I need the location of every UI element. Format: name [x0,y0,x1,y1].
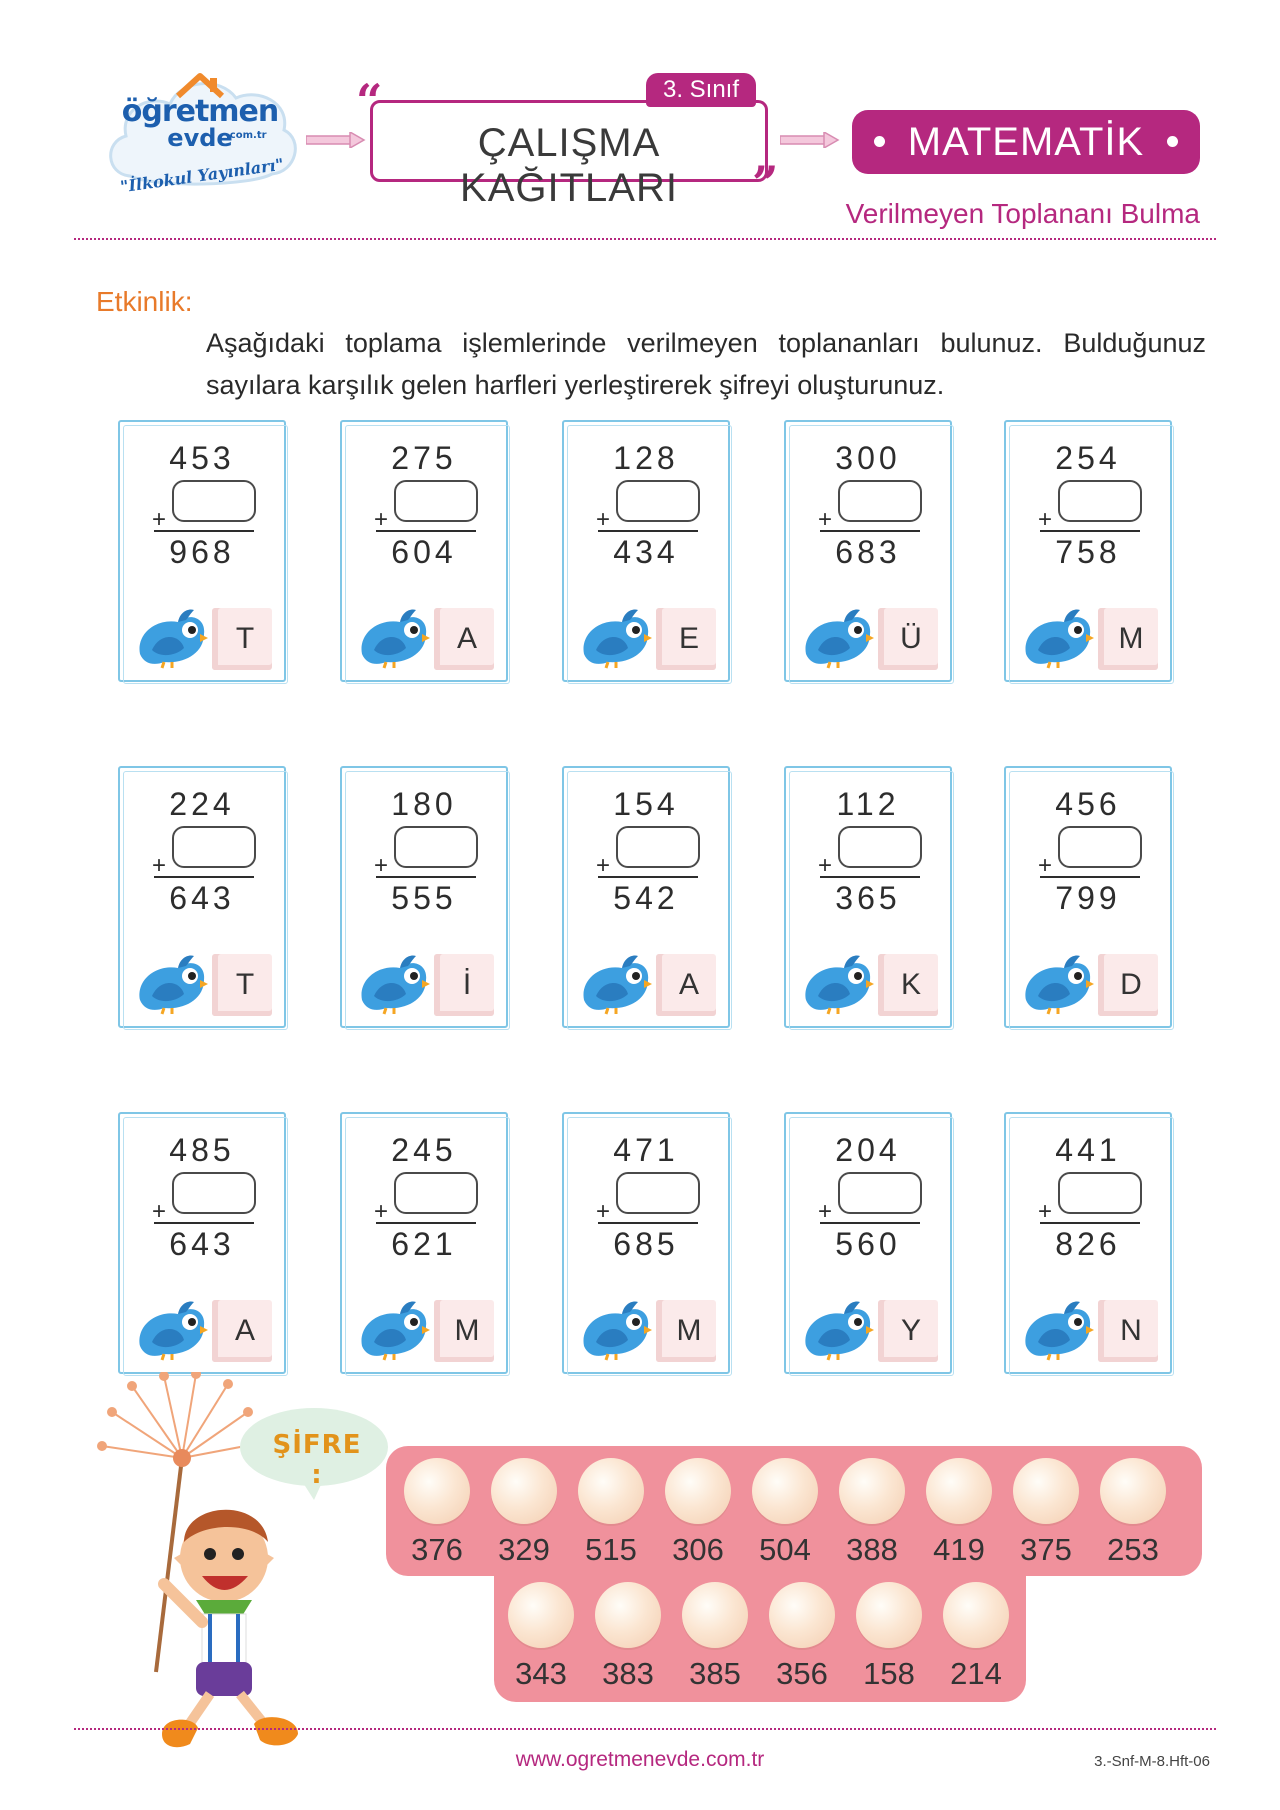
addend-known: 224 [169,786,235,822]
problem-card [118,1112,286,1374]
plus-sign: + [818,1198,833,1225]
sum-value: 604 [391,534,457,570]
pearl-icon[interactable] [752,1458,818,1524]
answer-box[interactable] [838,826,922,868]
bird-icon [800,950,874,1016]
cipher-letter: K [900,968,921,1001]
letter-cube-icon [212,608,272,670]
cipher-number: 214 [950,1656,1002,1691]
dot-icon [874,136,885,147]
cipher-number: 158 [863,1656,915,1691]
letter-cube-icon [1098,608,1158,670]
divider [74,238,1216,240]
plus-sign: + [374,1198,389,1225]
sum-value: 621 [391,1226,457,1262]
pearl-icon[interactable] [1013,1458,1079,1524]
bird-icon [356,1296,430,1362]
cipher-letter: M [1118,622,1144,655]
pearl-icon[interactable] [404,1458,470,1524]
bird-icon [134,604,208,670]
sum-value: 555 [391,880,457,916]
logo [100,58,300,208]
activity-label: Etkinlik: [96,286,193,317]
letter-cube-icon [434,608,494,670]
bird-icon [1020,1296,1094,1362]
footer-url[interactable]: www.ogretmenevde.com.tr [515,1748,765,1771]
sum-value: 643 [169,880,235,916]
cipher-letter: M [676,1314,702,1347]
footer-code: 3.-Snf-M-8.Hft-06 [1094,1753,1210,1770]
answer-box[interactable] [1058,1172,1142,1214]
problem-card [1004,766,1172,1028]
cipher-number: 253 [1107,1532,1159,1567]
problem-card [340,420,508,682]
answer-box[interactable] [616,1172,700,1214]
letter-cube-icon [656,1300,716,1362]
plus-sign: + [1038,852,1053,879]
subject-badge [852,110,1200,174]
pearl-icon[interactable] [926,1458,992,1524]
cipher-letter: D [1120,968,1142,1001]
bird-icon [578,950,652,1016]
subject-label: MATEMATİK [907,120,1145,164]
cipher-number: 388 [846,1532,898,1567]
title-box [370,100,768,210]
letter-cube-icon [878,1300,938,1362]
logo-domain: .com.tr [226,130,267,141]
sum-value: 799 [1055,880,1121,916]
letter-cube-icon [212,954,272,1016]
sum-line [1040,876,1140,878]
problem-card [118,420,286,682]
sum-line [598,1222,698,1224]
bird-icon [578,1296,652,1362]
cipher-letter: M [454,1314,480,1347]
arrow-right-icon [306,132,366,148]
plus-sign: + [1038,506,1053,533]
letter-cube-icon [656,954,716,1016]
cipher-number: 504 [759,1532,811,1567]
letter-cube-icon [656,608,716,670]
sum-line [1040,530,1140,532]
arrow-right-icon [780,132,840,148]
plus-sign: + [596,1198,611,1225]
quote-open-icon: “ [356,74,383,128]
cipher-letter: T [235,622,255,655]
cipher-letter: N [1120,1314,1142,1347]
pearl-icon[interactable] [665,1458,731,1524]
pearl-icon[interactable] [578,1458,644,1524]
page-title: ÇALIŞMA KAĞITLARI [460,121,678,210]
addend-known: 485 [169,1132,235,1168]
problem-card [340,766,508,1028]
answer-box[interactable] [616,826,700,868]
cipher-number: 515 [585,1532,637,1567]
sum-value: 758 [1055,534,1121,570]
sum-value: 968 [169,534,235,570]
letter-cube-icon [434,954,494,1016]
cipher-letter: A [456,622,477,655]
pearl-icon[interactable] [508,1582,574,1648]
cipher-number: 376 [411,1532,463,1567]
pearl-icon[interactable] [769,1582,835,1648]
bird-icon [1020,950,1094,1016]
bird-icon [800,604,874,670]
pearl-icon[interactable] [943,1582,1009,1648]
pearl-icon[interactable] [491,1458,557,1524]
cipher-number: 343 [515,1656,567,1691]
problem-card [562,420,730,682]
sum-value: 643 [169,1226,235,1262]
sum-line [154,530,254,532]
bird-icon [134,1296,208,1362]
pearl-icon[interactable] [856,1582,922,1648]
sum-value: 542 [613,880,679,916]
addend-known: 300 [835,440,901,476]
cipher-letter: Ü [900,622,922,655]
addend-known: 471 [613,1132,679,1168]
cipher-letter: T [235,968,255,1001]
addend-known: 154 [613,786,679,822]
bird-icon [800,1296,874,1362]
bird-icon [356,950,430,1016]
addend-known: 275 [391,440,457,476]
addend-known: 180 [391,786,457,822]
addend-known: 128 [613,440,679,476]
sum-line [154,876,254,878]
sum-line [376,1222,476,1224]
sum-value: 434 [613,534,679,570]
sum-value: 683 [835,534,901,570]
bird-icon [356,604,430,670]
letter-cube-icon [212,1300,272,1362]
problem-card [1004,420,1172,682]
cipher-letter: İ [462,968,472,1001]
dot-icon [1167,136,1178,147]
pearl-icon[interactable] [682,1582,748,1648]
sum-line [598,876,698,878]
sum-line [1040,1222,1140,1224]
sum-value: 365 [835,880,901,916]
bird-icon [578,604,652,670]
addend-known: 453 [169,440,235,476]
letter-cube-icon [434,1300,494,1362]
problem-card [784,1112,952,1374]
letter-cube-icon [878,608,938,670]
sum-line [154,1222,254,1224]
problem-card [784,766,952,1028]
answer-box[interactable] [616,480,700,522]
pearl-icon[interactable] [595,1582,661,1648]
answer-box[interactable] [394,826,478,868]
letter-cube-icon [1098,954,1158,1016]
cipher-number: 419 [933,1532,985,1567]
logo-subtitle: "İlkokul Yayınları" [119,154,285,197]
problem-card [118,766,286,1028]
addend-known: 112 [836,786,900,822]
answer-box[interactable] [1058,826,1142,868]
pearl-icon[interactable] [1100,1458,1166,1524]
cipher-number: 385 [689,1656,741,1691]
addend-known: 441 [1055,1132,1121,1168]
answer-box[interactable] [1058,480,1142,522]
addend-known: 245 [391,1132,457,1168]
answer-box[interactable] [394,1172,478,1214]
addend-known: 254 [1055,440,1121,476]
bird-icon [134,950,208,1016]
plus-sign: + [596,506,611,533]
pearl-icon[interactable] [839,1458,905,1524]
sum-line [820,876,920,878]
sum-line [376,876,476,878]
bird-icon [1020,604,1094,670]
problem-card [340,1112,508,1374]
answer-box[interactable] [172,1172,256,1214]
sum-value: 826 [1055,1226,1121,1262]
answer-box[interactable] [838,1172,922,1214]
plus-sign: + [374,506,389,533]
sum-line [376,530,476,532]
logo-evde: evde [167,124,233,152]
cipher-letter: A [234,1314,255,1347]
plus-sign: + [152,852,167,879]
topic-title: Verilmeyen Toplananı Bulma [845,198,1200,229]
sum-line [598,530,698,532]
divider [74,1728,1216,1730]
cipher-letter: A [678,968,699,1001]
problem-card [562,1112,730,1374]
addend-known: 456 [1055,786,1121,822]
plus-sign: + [152,506,167,533]
logo-text: öğretmen [121,94,279,129]
answer-box[interactable] [394,480,478,522]
sum-value: 685 [613,1226,679,1262]
cipher-label: ŞİFRE : [272,1430,362,1490]
cipher-number: 356 [776,1656,828,1691]
plus-sign: + [1038,1198,1053,1225]
cipher-number: 375 [1020,1532,1072,1567]
addend-known: 204 [835,1132,901,1168]
letter-cube-icon [878,954,938,1016]
answer-box[interactable] [838,480,922,522]
plus-sign: + [374,852,389,879]
answer-box[interactable] [172,826,256,868]
grade-badge: 3. Sınıf [646,73,756,107]
letter-cube-icon [1098,1300,1158,1362]
cipher-number: 329 [498,1532,550,1567]
plus-sign: + [818,506,833,533]
cipher-number: 383 [602,1656,654,1691]
sum-line [820,530,920,532]
answer-box[interactable] [172,480,256,522]
sum-line [820,1222,920,1224]
problem-card [784,420,952,682]
cipher-number: 306 [672,1532,724,1567]
cipher-letter: Y [900,1314,921,1347]
plus-sign: + [818,852,833,879]
problem-card [562,766,730,1028]
problem-card [1004,1112,1172,1374]
instruction-text: Aşağıdaki toplama işlemlerinde verilmeyen toplananları bulunuz. Bulduğunuz sayılara karşılık gelen harfleri yerleştirerek şifreyi oluşturunuz. [206,328,1206,400]
quote-close-icon: ” [752,156,779,210]
plus-sign: + [596,852,611,879]
sum-value: 560 [835,1226,901,1262]
plus-sign: + [152,1198,167,1225]
cipher-letter: E [678,622,699,655]
